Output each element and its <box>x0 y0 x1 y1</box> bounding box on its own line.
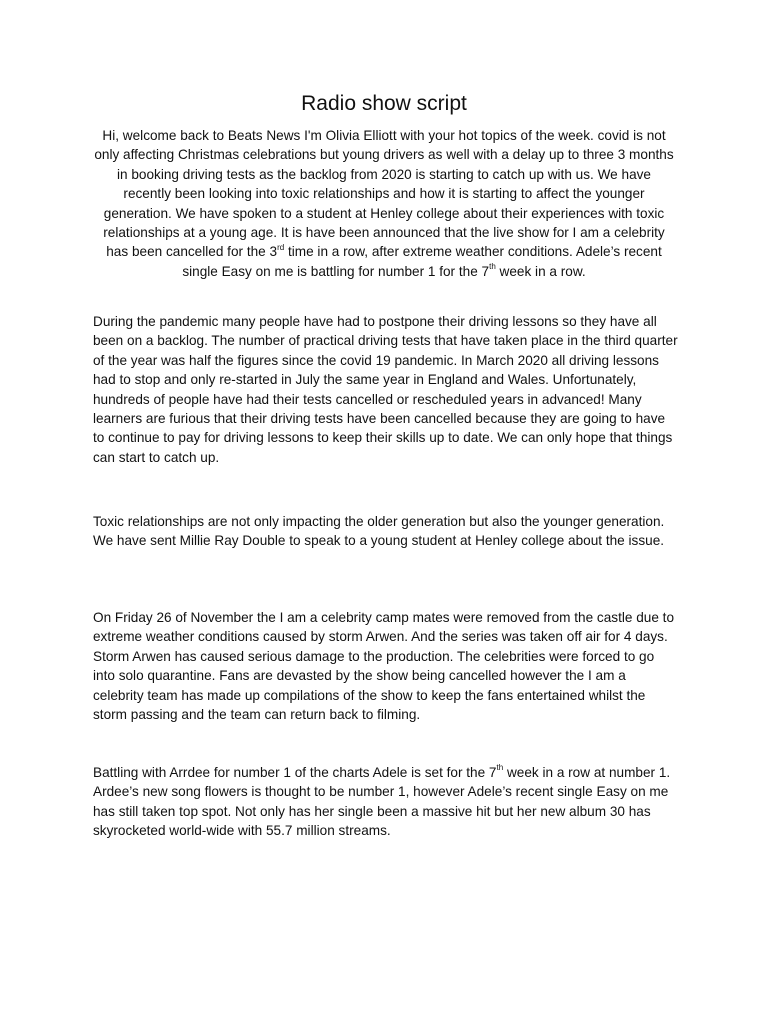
intro-text-1: Hi, welcome back to Beats News I'm Olivia Elliott with your hot topics of the week. covid is not only affecting Christmas celebrations but young drivers as well with a delay up to three 3 months in booking driving tests as the backlog from 2020 is starting to catch up with us. We have recently been looking into toxic relationships and how it is starting to affect the younger generation. We have spoken to a student at Henley college about their experiences with toxic relationships at a young age. It is have been announced that the live show for I am a celebrity has been cancelled for the 3 <box>94 128 674 260</box>
adele-superscript: th <box>496 763 504 773</box>
storm-arwen-paragraph: On Friday 26 of November the I am a celebrity camp mates were removed from the castle due to extreme weather conditions caused by storm Arwen. And the series was taken off air for 4 days. Storm Arwen has caused serious damage to the production. The celebrities were forced to go into solo quarantine. Fans are devasted by the show being cancelled however the I am a celebrity team has made up compilations of the show to keep the fans entertained whilst the storm passing and the team can return back to filming. <box>93 610 675 723</box>
driving-tests-paragraph: During the pandemic many people have had to postpone their driving lessons so they have all been on a backlog. The number of practical driving tests that have taken place in the third quarter of the year was half the figures since the covid 19 pandemic. In March 2020 all driving lessons had to stop and only re-started in July the same year in England and Wales. Unfortunately, hundreds of people have had their tests cancelled or rescheduled years in advanced! Many learners are furious that their driving tests have been cancelled because they are going to have to continue to pay for driving lessons to keep their skills up to date. We can only hope that things can start to catch up. <box>93 314 678 465</box>
adele-text-1: Battling with Arrdee for number 1 of the charts Adele is set for the 7 <box>93 765 497 780</box>
intro-superscript-1: rd <box>277 242 285 252</box>
adele-text-2: week in a row at number 1. Ardee’s new song flowers is thought to be number 1, however Adele’s recent single Easy on me has still taken top spot. Not only has her single been a massive hit but her new album 30 has skyrocketed world-wide with 55.7 million streams. <box>93 765 671 839</box>
intro-text-3: week in a row. <box>495 263 586 279</box>
intro-paragraph <box>92 126 676 281</box>
intro-text-2: time in a row, after extreme weather conditions. Adele’s recent single Easy on me is battling for number 1 for the 7 <box>182 244 662 279</box>
document-title: Radio show script <box>301 92 467 115</box>
adele-chart-paragraph <box>93 763 678 841</box>
toxic-relationships-paragraph: Toxic relationships are not only impacting the older generation but also the younger generation. We have sent Millie Ray Double to speak to a young student at Henley college about the issue. <box>93 514 665 549</box>
intro-superscript-2: th <box>489 262 496 272</box>
